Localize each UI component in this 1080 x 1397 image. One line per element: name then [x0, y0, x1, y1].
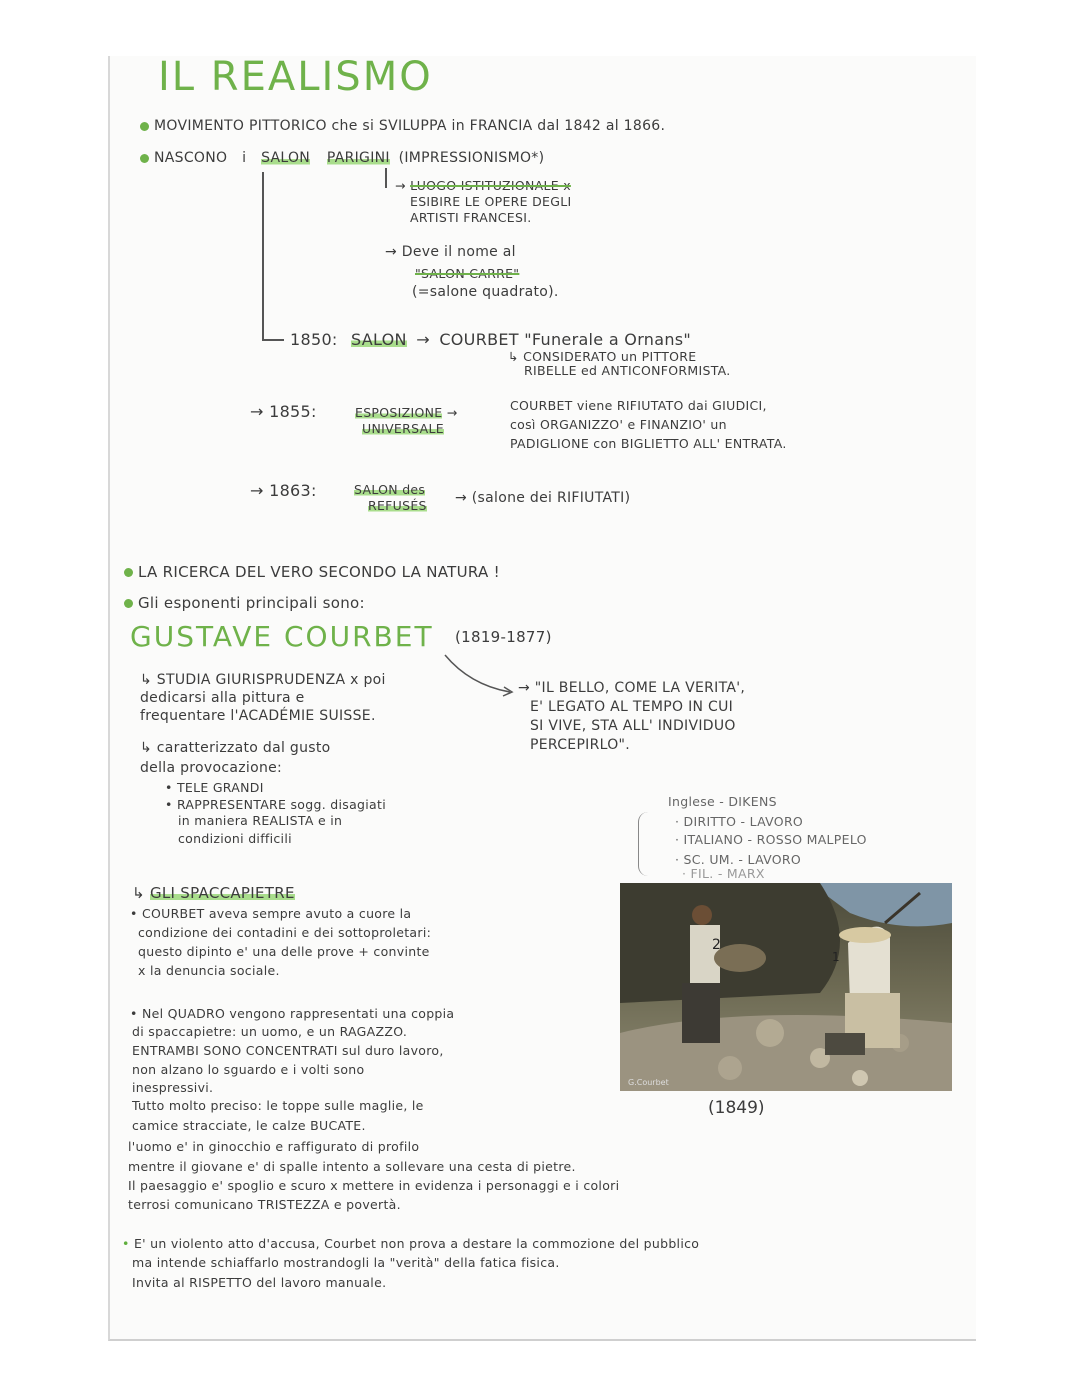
courbet-heading: GUSTAVE COURBET — [130, 620, 434, 653]
refuses-line-2: REFUSÉS — [368, 498, 427, 513]
quote-line-4: PERCEPIRLO". — [530, 737, 631, 753]
tree-line-sub — [385, 168, 387, 188]
p1-line-4: x la denuncia sociale. — [138, 963, 280, 978]
p2-line-4: non alzano lo sguardo e i volti sono — [132, 1062, 365, 1077]
p2-line-5: inespressivi. — [132, 1080, 214, 1095]
p1-line-3: questo dipinto e' una delle prove + convinte — [138, 944, 430, 959]
year-1855-note-1: COURBET viene RIFIUTATO dai GIUDICI, — [510, 398, 767, 413]
intro-line-1: MOVIMENTO PITTORICO che si SVILUPPA in FRANCIA dal 1842 al 1866. — [140, 118, 665, 134]
year-1855-note-3: PADIGLIONE con BIGLIETTO ALL' ENTRATA. — [510, 436, 787, 451]
refuses-line-1: SALON des — [354, 482, 426, 497]
caratt-line-2: della provocazione: — [140, 760, 283, 776]
bullet-dot — [140, 154, 149, 163]
painting-caption: (1849) — [708, 1098, 765, 1118]
side-bracket — [638, 812, 649, 876]
svg-text:2: 2 — [712, 937, 721, 953]
bullet-dot — [124, 599, 133, 608]
luogo-line-1: → LUOGO ISTITUZIONALE x — [395, 178, 571, 193]
tree-line-branch — [262, 339, 284, 341]
year-1863: → 1863: — [250, 481, 317, 500]
bullet-dot — [140, 122, 149, 131]
deve-line-2: "SALON CARRE" — [415, 266, 520, 281]
stonebreakers-painting — [620, 883, 952, 1091]
side-line-4: · SC. UM. - LAVORO — [675, 852, 802, 867]
bullet-dot — [124, 568, 133, 577]
intro-line-2: NASCONO i SALON PARIGINI (IMPRESSIONISMO*) — [140, 150, 544, 166]
expo-line-2: UNIVERSALE — [362, 421, 444, 436]
arrow-to-quote — [440, 650, 520, 700]
studia-line-1: ↳ STUDIA GIURISPRUDENZA x poi — [140, 672, 386, 688]
year-1855: → 1855: — [250, 402, 317, 421]
p2-line-7: camice stracciate, le calze BUCATE. — [132, 1118, 366, 1133]
p1-line-2: condizione dei contadini e dei sottoproletari: — [138, 925, 432, 940]
svg-text:1: 1 — [832, 950, 840, 964]
p2-line-9: mentre il giovane e' di spalle intento a sollevare una cesta di pietre. — [128, 1159, 576, 1174]
deve-line-1: → Deve il nome al — [385, 244, 516, 260]
year-1855-note-2: così ORGANIZZO' e FINANZIO' un — [510, 417, 727, 432]
expo-line-1: ESPOSIZIONE → — [355, 405, 458, 420]
year-1850-note-2: RIBELLE ed ANTICONFORMISTA. — [524, 363, 731, 378]
quote-line-3: SI VIVE, STA ALL' INDIVIDUO — [530, 718, 736, 734]
rapp-line-1: • RAPPRESENTARE sogg. disagiati — [165, 797, 386, 812]
p2-line-2: di spaccapietre: un uomo, e un RAGAZZO. — [132, 1024, 408, 1039]
p2-line-8: l'uomo e' in ginocchio e raffigurato di profilo — [128, 1139, 420, 1154]
studia-line-2: dedicarsi alla pittura e — [140, 690, 305, 706]
courbet-dates: (1819-1877) — [455, 628, 552, 646]
year-1850: 1850: SALON → COURBET "Funerale a Ornans" — [290, 330, 692, 349]
p1-line-1: • COURBET aveva sempre avuto a cuore la — [130, 906, 412, 921]
side-line-5: · FIL. - MARX — [682, 866, 765, 881]
deve-line-3: (=salone quadrato). — [412, 284, 559, 300]
p2-line-1: • Nel QUADRO vengono rappresentati una coppia — [130, 1006, 455, 1021]
painting-image — [620, 883, 952, 1091]
side-line-2: · DIRITTO - LAVORO — [675, 814, 804, 829]
quote-line-1: → "IL BELLO, COME LA VERITA', — [518, 680, 746, 696]
ricerca-line: LA RICERCA DEL VERO SECONDO LA NATURA ! — [124, 563, 500, 581]
painting-signature: G.Courbet — [628, 1078, 669, 1087]
caratt-line-1: ↳ caratterizzato dal gusto — [140, 740, 331, 756]
p3-line-2: ma intende schiaffarlo mostrandogli la "verità" della fatica fisica. — [132, 1255, 560, 1270]
tele-grandi: • TELE GRANDI — [165, 780, 264, 795]
p3-line-3: Invita al RISPETTO del lavoro manuale. — [132, 1275, 387, 1290]
quote-line-2: E' LEGATO AL TEMPO IN CUI — [530, 699, 734, 715]
rapp-line-3: condizioni difficili — [178, 831, 292, 846]
p2-line-11: terrosi comunicano TRISTEZZA e povertà. — [128, 1197, 401, 1212]
studia-line-3: frequentare l'ACADÉMIE SUISSE. — [140, 708, 376, 724]
p2-line-3: ENTRAMBI SONO CONCENTRATI sul duro lavoro, — [132, 1043, 444, 1058]
esponenti-line: Gli esponenti principali sono: — [124, 594, 365, 612]
spaccapietre-heading: ↳ GLI SPACCAPIETRE — [132, 884, 295, 902]
luogo-line-3: ARTISTI FRANCESI. — [410, 210, 532, 225]
luogo-line-2: ESIBIRE LE OPERE DEGLI — [410, 194, 572, 209]
rapp-line-2: in maniera REALISTA e in — [178, 813, 343, 828]
year-1850-note-1: ↳ CONSIDERATO un PITTORE — [508, 349, 697, 364]
side-line-1: Inglese - DIKENS — [668, 794, 777, 809]
tree-line-vertical — [262, 172, 264, 340]
year-1863-note: → (salone dei RIFIUTATI) — [455, 490, 631, 506]
p2-line-6: Tutto molto preciso: le toppe sulle maglie, le — [132, 1098, 424, 1113]
side-line-3: · ITALIANO - ROSSO MALPELO — [675, 832, 867, 847]
page-title: IL REALISMO — [158, 54, 433, 100]
p2-line-10: Il paesaggio e' spoglio e scuro x mettere in evidenza i personaggi e i colori — [128, 1178, 620, 1193]
p3-line-1: • E' un violento atto d'accusa, Courbet non prova a destare la commozione del pubblico — [122, 1236, 700, 1251]
